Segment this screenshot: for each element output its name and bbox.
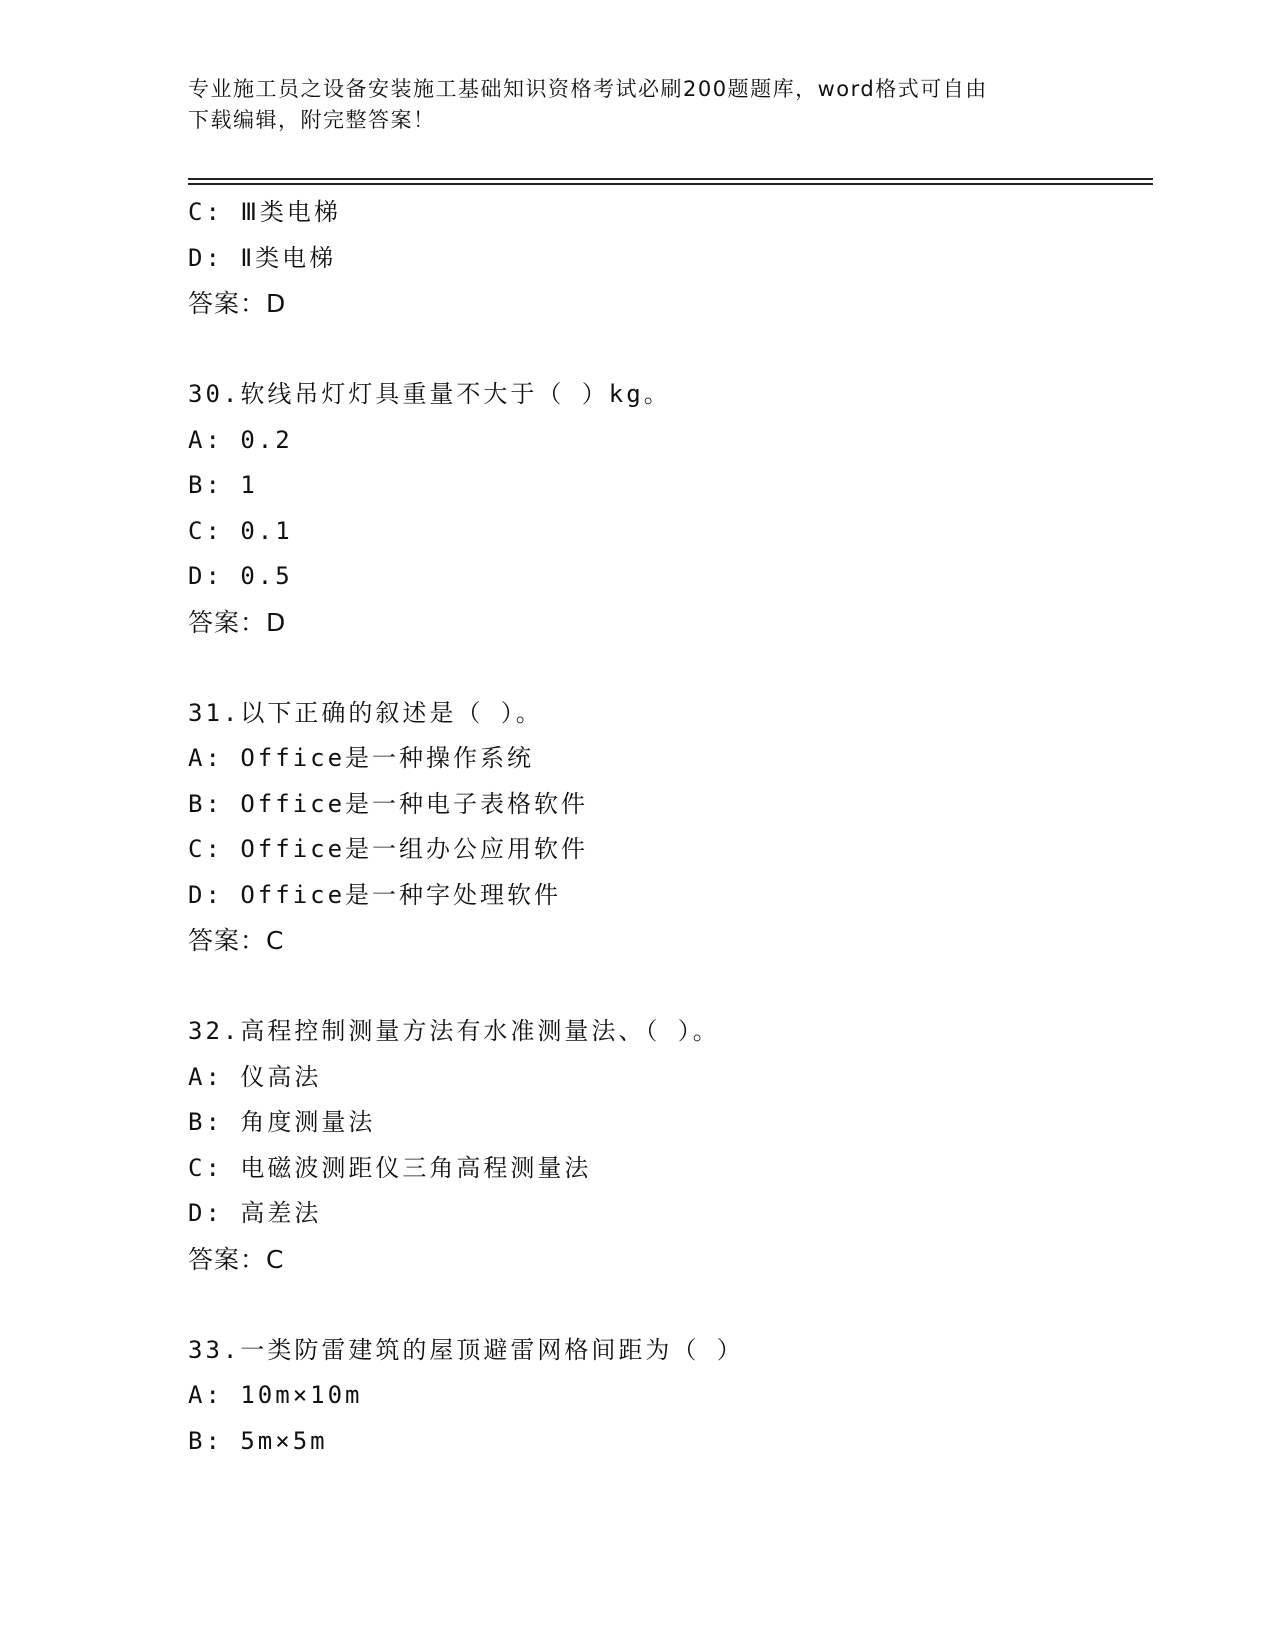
option-c: C: 0.1 (188, 516, 293, 545)
answer-line: 答案：D (188, 289, 287, 318)
answer-line: 答案：C (188, 926, 285, 955)
question-list (188, 190, 1148, 1464)
option-b: B: 5m×5m (188, 1426, 328, 1455)
header-line-1: 专业施工员之设备安装施工基础知识资格考试必刷200题题库，word格式可自由 (188, 77, 988, 101)
option-a: A: 10m×10m (188, 1381, 363, 1409)
answer-line: 答案：D (188, 607, 287, 637)
header-rule-bottom (188, 183, 1153, 185)
option-d: D: Ⅱ类电梯 (188, 243, 337, 272)
spacer (188, 964, 1148, 1010)
answer-line: 答案：C (188, 1244, 285, 1274)
option-d: D: 0.5 (188, 562, 293, 590)
option-b: B: 角度测量法 (188, 1108, 376, 1136)
question-stem: 32.高程控制测量方法有水准测量法、（ ）。 (188, 1017, 720, 1045)
question-stem: 31.以下正确的叙述是（ ）。 (188, 698, 543, 727)
option-a: A: 仪高法 (188, 1062, 322, 1091)
header-rule-top (188, 178, 1153, 180)
option-d: D: Office是一种字处理软件 (188, 880, 562, 909)
spacer (188, 645, 1148, 691)
question-31 (188, 691, 1148, 964)
question-29-continuation (188, 190, 1148, 327)
option-d: D: 高差法 (188, 1199, 322, 1227)
header-line-2: 下载编辑，附完整答案！ (188, 108, 436, 132)
spacer (188, 327, 1148, 373)
option-c: C: Office是一组办公应用软件 (188, 835, 589, 863)
option-c: C: Ⅲ类电梯 (188, 198, 341, 226)
question-33 (188, 1328, 1148, 1465)
option-b: B: 1 (188, 471, 258, 499)
option-a: A: 0.2 (188, 425, 293, 454)
option-a: A: Office是一种操作系统 (188, 744, 535, 772)
spacer (188, 1282, 1148, 1328)
question-stem: 30.软线吊灯灯具重量不大于（ ）kg。 (188, 380, 671, 408)
question-30 (188, 372, 1148, 645)
option-b: B: Office是一种电子表格软件 (188, 789, 589, 818)
document-header (188, 74, 1068, 136)
option-c: C: 电磁波测距仪三角高程测量法 (188, 1153, 592, 1182)
question-stem: 33.一类防雷建筑的屋顶避雷网格间距为（ ） (188, 1335, 744, 1364)
question-32 (188, 1009, 1148, 1282)
